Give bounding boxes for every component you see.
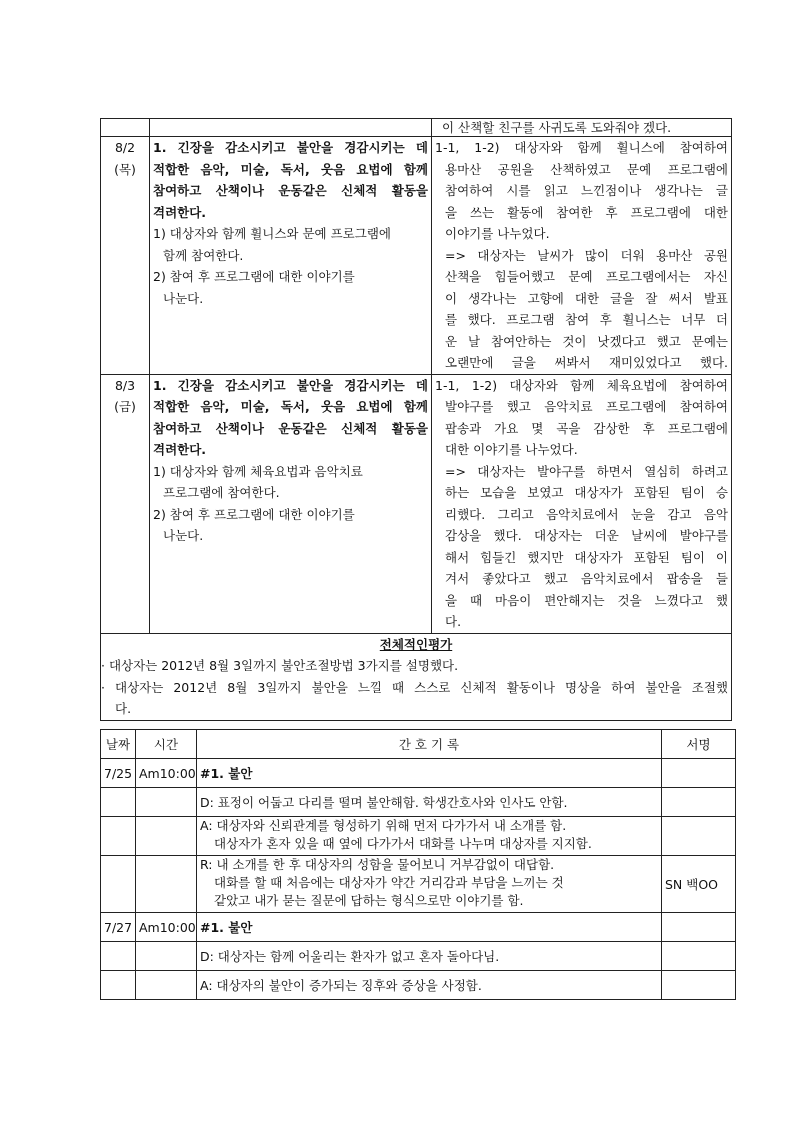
- evaluation-cell: 1-1, 1-2) 대상자와 함께 체육요법에 참여하여 발야구를 했고 음악치료 프로그램에 참여하여 팝송과 가요 몇 곡을 감상한 후 프로그램에 대한 이야기를 나누었다. => 대상자는 발야구를 하면서 열심히 하려고 하는 모습을 보였고 대상자가 포함된 팀이 승 리했다. 그리고 음악치료에서 눈을 감고 음악 감상을 했다. 대상자는 더운 날씨에 발야구를 해서 힘들긴 했지만 대상자가 포함된 팀이 이 겨서 좋았다고 했고 음악치료에서 팝송을 들 을 때 마음이 편안해지는 것을 느꼈다고 했 다.: [432, 374, 732, 633]
- header-time: 시간: [136, 730, 197, 759]
- overall-evaluation-row: [101, 633, 732, 720]
- problem-title: #1. 불안: [197, 759, 662, 788]
- date-cell: 8/3 (금): [101, 374, 150, 633]
- record-row: [101, 759, 736, 788]
- record-row: [101, 817, 736, 856]
- intervention-cell: 1. 긴장을 감소시키고 불안을 경감시키는 데 적합한 음악, 미술, 독서, 웃음 요법에 함께 참여하고 산책이나 운동같은 신체적 활동을 격려한다. 1) 대상자와 함께 체육요법과 음악치료 프로그램에 참여한다. 2) 참여 후 프로그램에 대한 이야기를 나눈다.: [150, 374, 432, 633]
- record-row: [101, 942, 736, 971]
- header-record: 간 호 기 록: [197, 730, 662, 759]
- nurse-signature: SN 백OO: [662, 856, 736, 913]
- intervention-cell: 1. 긴장을 감소시키고 불안을 경감시키는 데 적합한 음악, 미술, 독서, 웃음 요법에 함께 참여하고 산책이나 운동같은 신체적 활동을 격려한다. 1) 대상자와 함께 휠니스와 문예 프로그램에 함께 참여한다. 2) 참여 후 프로그램에 대한 이야기를 나눈다.: [150, 137, 432, 375]
- record-data: D: 대상자는 함께 어울리는 환자가 없고 혼자 돌아다님.: [197, 942, 662, 971]
- plan-row-8-3: [101, 374, 732, 633]
- header-date: 날짜: [101, 730, 136, 759]
- record-date: 7/27: [101, 913, 136, 942]
- carry-over-line: 이 산책할 친구를 사귀도록 도와줘야 겠다.: [442, 120, 672, 135]
- evaluation-cell: 1-1, 1-2) 대상자와 함께 휠니스에 참여하여 용마산 공원을 산책하였고 문예 프로그램에 참여하여 시를 읽고 느낀점이나 생각나는 글 을 쓰는 활동에 참여한 후 프로그램에 대한 이야기를 나누었다. => 대상자는 날씨가 많이 더워 용마산 공원 산책을 힘들어했고 문예 프로그램에서는 자신 이 생각나는 고향에 대한 글을 잘 써서 발표 를 했다. 프로그램 참여 후 휠니스는 너무 더 운 날 참여안하는 것이 낫겠다고 했고 문예는 오랜만에 글을 써봐서 재미있었다고 했다.: [432, 137, 732, 375]
- record-response: R: 내 소개를 한 후 대상자의 성함을 물어보니 거부감없이 대답함. 대화를 할 때 처음에는 대상자가 약간 거리감과 부담을 느끼는 것 같았고 내가 묻는 질문에 답하는 형식으로만 이야기를 함.: [197, 856, 662, 913]
- header-sign: 서명: [662, 730, 736, 759]
- overall-evaluation-cell: [101, 633, 732, 720]
- record-time: Am10:00: [136, 759, 197, 788]
- record-row: [101, 913, 736, 942]
- record-data: D: 표정이 어둡고 다리를 떨며 불안해함. 학생간호사와 인사도 안함.: [197, 788, 662, 817]
- record-date: 7/25: [101, 759, 136, 788]
- record-action: A: 대상자의 불안이 증가되는 징후와 증상을 사정함.: [197, 971, 662, 1000]
- record-time: Am10:00: [136, 913, 197, 942]
- record-row: [101, 856, 736, 913]
- header-row: [101, 730, 736, 759]
- problem-title: #1. 불안: [197, 913, 662, 942]
- care-plan-table: [100, 118, 732, 721]
- overall-line: 다.: [115, 701, 132, 716]
- overall-line: · 대상자는 2012년 8월 3일까지 불안조절방법 3가지를 설명했다.: [101, 658, 459, 673]
- record-action: A: 대상자와 신뢰관계를 형성하기 위해 먼저 다가가서 내 소개를 함. 대상자가 혼자 있을 때 옆에 다가가서 대화를 나누며 대상자를 지지함.: [197, 817, 662, 856]
- overall-evaluation-title: 전체적인평가: [379, 636, 453, 652]
- record-row: [101, 971, 736, 1000]
- overall-line: · 대상자는 2012년 8월 3일까지 불안을 느낄 때 스스로 신체적 활동이나 명상을 하여 불안을 조절했: [101, 679, 728, 695]
- carry-over-row: [101, 119, 732, 137]
- plan-row-8-2: [101, 137, 732, 375]
- date-cell: 8/2 (목): [101, 137, 150, 375]
- record-row: [101, 788, 736, 817]
- nursing-record-table: [100, 729, 736, 1000]
